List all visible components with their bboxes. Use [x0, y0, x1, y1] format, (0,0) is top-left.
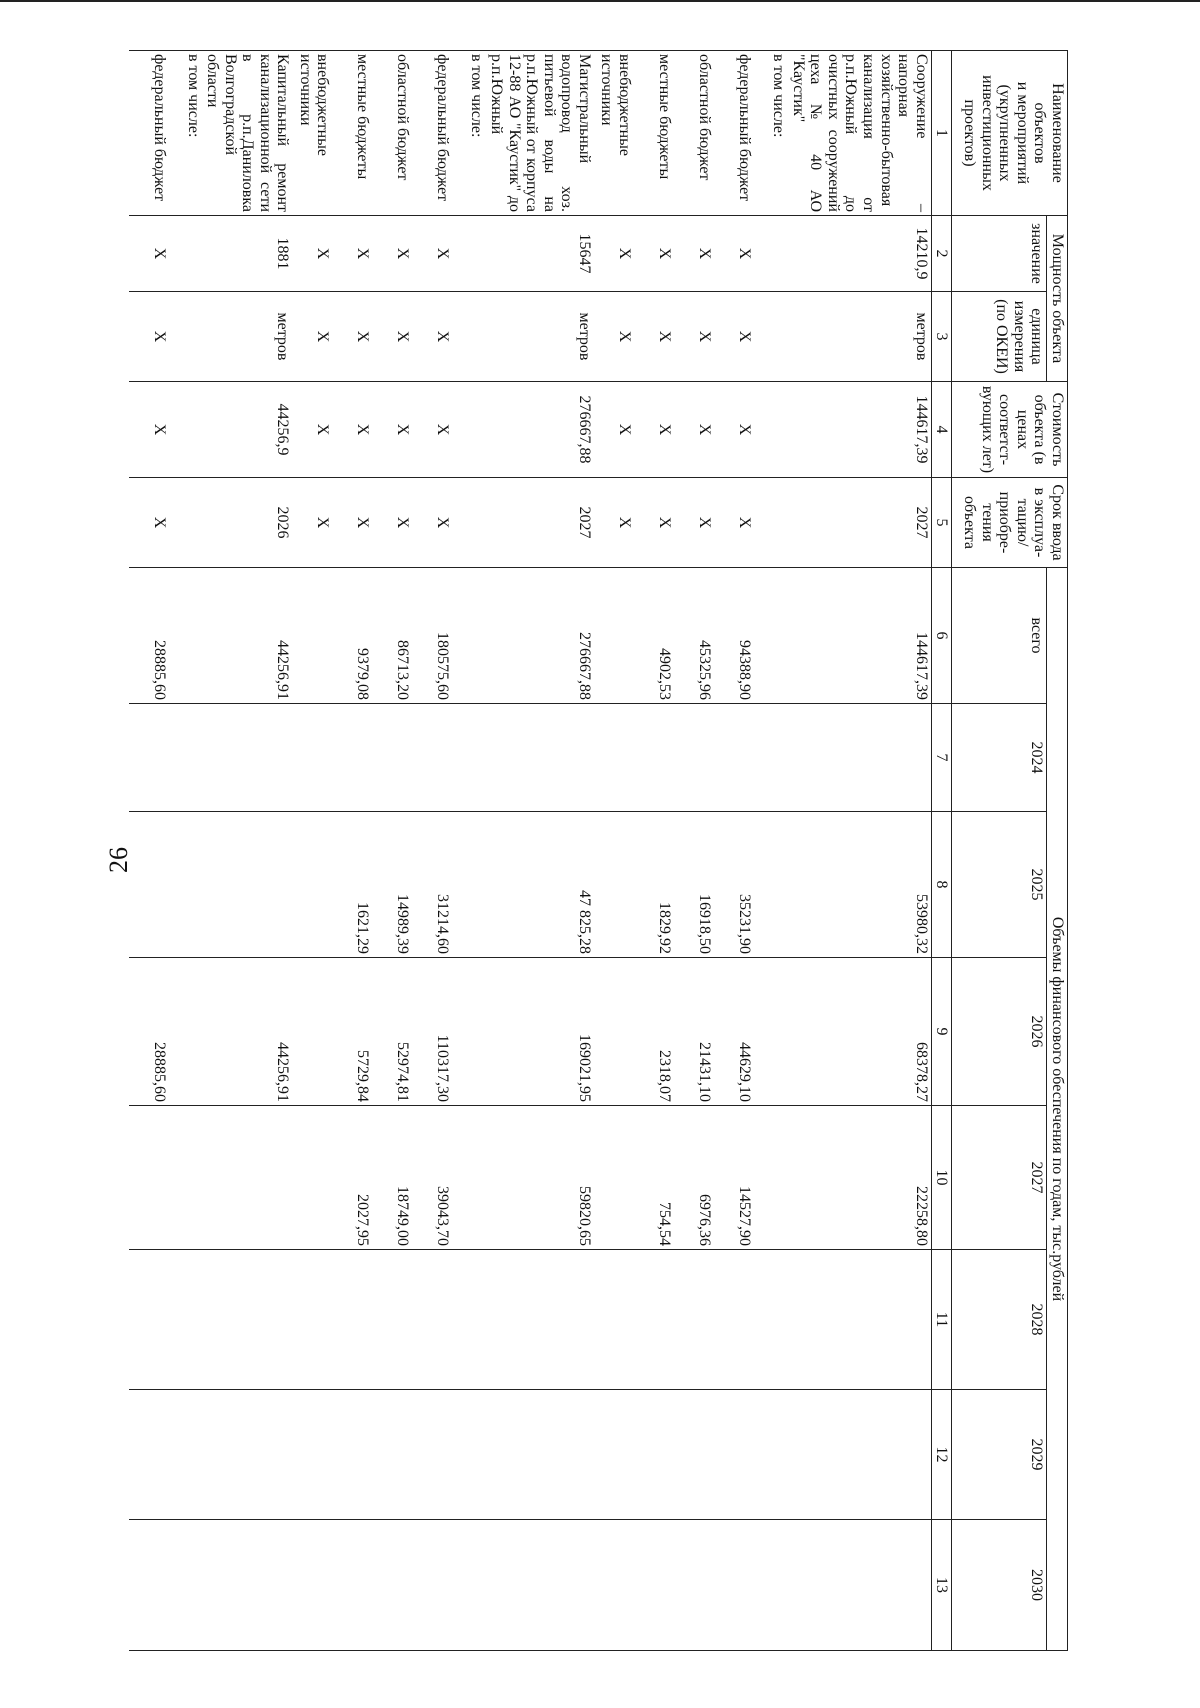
row-2028 [129, 1250, 169, 1390]
row-cost: Х [714, 382, 754, 478]
row-2027 [754, 1106, 788, 1250]
row-2029 [293, 1390, 333, 1520]
row-capacity-unit: Х [293, 292, 333, 382]
column-number-row [931, 51, 952, 1651]
row-capacity-value [453, 216, 487, 292]
row-2029 [634, 1390, 674, 1520]
row-name: Магистральный водопровод хоз. питьевой воды на р.п.Южный от корпуса 12-88 АО "Каустик" до р.п.Южный [487, 51, 595, 216]
row-commission-year: Х [413, 478, 453, 568]
row-capacity-value: Х [333, 216, 373, 292]
row-name: Сооружение – напорная хозяйственно-бытовая канализация от р.п.Южный до очистных сооружений цеха № 40 АО "Каустик" [788, 51, 931, 216]
row-2028 [203, 1250, 293, 1390]
row-capacity-value: 1881 [203, 216, 293, 292]
row-capacity-unit: метров [788, 292, 931, 382]
row-2029 [129, 1390, 169, 1520]
row-2024 [674, 704, 714, 812]
header-commission: Срок ввода в эксплуа-тацию/ приобре-тения объекта [952, 478, 1068, 568]
row-2028 [714, 1250, 754, 1390]
row-cost: Х [674, 382, 714, 478]
table-row [487, 51, 595, 1651]
row-2025 [594, 812, 634, 958]
row-capacity-value: Х [594, 216, 634, 292]
row-2025: 35231,90 [714, 812, 754, 958]
row-2028 [373, 1250, 413, 1390]
row-2029 [674, 1390, 714, 1520]
row-2025 [293, 812, 333, 958]
row-2025 [129, 812, 169, 958]
header-cost: Стоимость объекта (в ценах соответст-вующих лет) [952, 382, 1068, 478]
row-capacity-unit [754, 292, 788, 382]
row-total: 180575,60 [413, 568, 453, 704]
table-row [634, 51, 674, 1651]
header-name-line1: Наименование объектов [1031, 83, 1066, 183]
row-total [293, 568, 333, 704]
page-number: 26 [104, 847, 133, 873]
row-name: внебюджетные источники [293, 51, 333, 216]
row-capacity-value: Х [634, 216, 674, 292]
row-capacity-value: Х [129, 216, 169, 292]
row-2025 [203, 812, 293, 958]
row-2026 [169, 958, 203, 1106]
row-total: 276667,88 [487, 568, 595, 704]
row-name: местные бюджеты [634, 51, 674, 216]
row-capacity-unit: Х [674, 292, 714, 382]
row-2026: 44256,91 [203, 958, 293, 1106]
header-funding: Объемы финансового обеспечения по годам, тыс.рублей [1047, 568, 1068, 1651]
row-name: федеральный бюджет [413, 51, 453, 216]
col-number: 11 [931, 1250, 952, 1390]
row-commission-year [169, 478, 203, 568]
row-2024 [754, 704, 788, 812]
row-2029 [453, 1390, 487, 1520]
row-2024 [413, 704, 453, 812]
row-2028 [453, 1250, 487, 1390]
row-2026: 52974,81 [373, 958, 413, 1106]
row-2024 [169, 704, 203, 812]
row-2029 [373, 1390, 413, 1520]
header-year-2025: 2025 [952, 812, 1047, 958]
col-number: 4 [931, 382, 952, 478]
row-2029 [413, 1390, 453, 1520]
row-2025: 14989,39 [373, 812, 413, 958]
row-2030 [169, 1520, 203, 1651]
rotated-table-container [128, 50, 1068, 1650]
header-total: всего [952, 568, 1047, 704]
row-capacity-unit: Х [634, 292, 674, 382]
row-2027: 39043,70 [413, 1106, 453, 1250]
row-name: в том числе: [453, 51, 487, 216]
row-2028 [754, 1250, 788, 1390]
row-2027: 6976,36 [674, 1106, 714, 1250]
table-row [714, 51, 754, 1651]
row-commission-year: Х [129, 478, 169, 568]
row-2024 [293, 704, 333, 812]
header-capacity: Мощность объекта [1047, 216, 1068, 382]
row-total: 45325,96 [674, 568, 714, 704]
row-cost: Х [373, 382, 413, 478]
row-2026: 68378,27 [788, 958, 931, 1106]
row-2024 [453, 704, 487, 812]
col-number: 12 [931, 1390, 952, 1520]
row-capacity-value: Х [373, 216, 413, 292]
row-capacity-value [169, 216, 203, 292]
row-2028 [413, 1250, 453, 1390]
row-capacity-value: Х [293, 216, 333, 292]
row-2029 [203, 1390, 293, 1520]
table-body [129, 51, 932, 1651]
row-name: федеральный бюджет [129, 51, 169, 216]
row-capacity-unit: Х [129, 292, 169, 382]
row-2030 [674, 1520, 714, 1651]
row-2026 [594, 958, 634, 1106]
row-2028 [788, 1250, 931, 1390]
table-row [594, 51, 634, 1651]
row-cost: 44256,9 [203, 382, 293, 478]
row-2030 [788, 1520, 931, 1651]
header-year-2029: 2029 [952, 1390, 1047, 1520]
row-total: 9379,08 [333, 568, 373, 704]
row-cost: 144617,39 [788, 382, 931, 478]
row-commission-year [453, 478, 487, 568]
row-name: внебюджетные источники [594, 51, 634, 216]
row-total: 86713,20 [373, 568, 413, 704]
row-2025 [453, 812, 487, 958]
header-capacity-value: значение [952, 216, 1047, 292]
row-capacity-value: 15647 [487, 216, 595, 292]
row-2025: 1621,29 [333, 812, 373, 958]
row-2030 [373, 1520, 413, 1651]
row-2027: 2027,95 [333, 1106, 373, 1250]
row-2026: 169021,95 [487, 958, 595, 1106]
row-commission-year: 2027 [788, 478, 931, 568]
row-2030 [203, 1520, 293, 1651]
row-2029 [169, 1390, 203, 1520]
row-name: местные бюджеты [333, 51, 373, 216]
col-number: 10 [931, 1106, 952, 1250]
row-total: 4902,53 [634, 568, 674, 704]
col-number: 8 [931, 812, 952, 958]
row-2026: 21431,10 [674, 958, 714, 1106]
row-commission-year [754, 478, 788, 568]
row-2030 [634, 1520, 674, 1651]
row-capacity-value: 14210,9 [788, 216, 931, 292]
row-total [594, 568, 634, 704]
row-2029 [333, 1390, 373, 1520]
table-row [373, 51, 413, 1651]
table-row [333, 51, 373, 1651]
row-capacity-unit: метров [487, 292, 595, 382]
row-2030 [594, 1520, 634, 1651]
col-number: 9 [931, 958, 952, 1106]
row-commission-year: Х [333, 478, 373, 568]
header-name-line2: и мероприятий (укрупненных инвестиционных проектов) [961, 75, 1031, 191]
row-capacity-unit: Х [333, 292, 373, 382]
row-commission-year: Х [674, 478, 714, 568]
row-name: в том числе: [169, 51, 203, 216]
header-year-2024: 2024 [952, 704, 1047, 812]
row-2028 [487, 1250, 595, 1390]
row-commission-year: Х [714, 478, 754, 568]
row-2029 [714, 1390, 754, 1520]
row-capacity-value [754, 216, 788, 292]
header-year-2028: 2028 [952, 1250, 1047, 1390]
row-capacity-unit [169, 292, 203, 382]
row-cost [453, 382, 487, 478]
row-total: 44256,91 [203, 568, 293, 704]
row-cost: Х [413, 382, 453, 478]
table-row [129, 51, 169, 1651]
row-cost: 276667,88 [487, 382, 595, 478]
row-name: федеральный бюджет [714, 51, 754, 216]
row-2027 [203, 1106, 293, 1250]
row-commission-year: Х [594, 478, 634, 568]
row-cost [754, 382, 788, 478]
row-2030 [333, 1520, 373, 1651]
row-2024 [203, 704, 293, 812]
funding-table [129, 50, 1068, 1651]
col-number: 1 [931, 51, 952, 216]
row-2025: 1829,92 [634, 812, 674, 958]
row-2026 [293, 958, 333, 1106]
row-2028 [634, 1250, 674, 1390]
row-2030 [413, 1520, 453, 1651]
row-cost: Х [634, 382, 674, 478]
row-cost: Х [293, 382, 333, 478]
col-number: 6 [931, 568, 952, 704]
row-name: Капитальный ремонт канализационной сети в р.п.Даниловка Волгоградской области [203, 51, 293, 216]
header-year-2027: 2027 [952, 1106, 1047, 1250]
row-cost: Х [594, 382, 634, 478]
row-total: 144617,39 [788, 568, 931, 704]
row-2026: 5729,84 [333, 958, 373, 1106]
row-2024 [634, 704, 674, 812]
row-2030 [129, 1520, 169, 1651]
row-capacity-unit: Х [594, 292, 634, 382]
row-capacity-unit [453, 292, 487, 382]
row-capacity-value: Х [413, 216, 453, 292]
col-number: 7 [931, 704, 952, 812]
row-2028 [674, 1250, 714, 1390]
row-2024 [788, 704, 931, 812]
row-name: в том числе: [754, 51, 788, 216]
row-2027: 14527,90 [714, 1106, 754, 1250]
row-2027 [293, 1106, 333, 1250]
row-2026: 2318,07 [634, 958, 674, 1106]
row-2026: 44629,10 [714, 958, 754, 1106]
row-2025: 31214,60 [413, 812, 453, 958]
row-2029 [487, 1390, 595, 1520]
row-total [453, 568, 487, 704]
row-total [754, 568, 788, 704]
row-2026: 28885,60 [129, 958, 169, 1106]
row-2030 [487, 1520, 595, 1651]
table-row [453, 51, 487, 1651]
header-name [952, 51, 1068, 216]
row-capacity-unit: Х [373, 292, 413, 382]
row-2028 [333, 1250, 373, 1390]
row-2027: 754,54 [634, 1106, 674, 1250]
row-capacity-value: Х [714, 216, 754, 292]
header-capacity-unit: единица измерения (по ОКЕИ) [952, 292, 1047, 382]
row-2029 [594, 1390, 634, 1520]
table-row [788, 51, 931, 1651]
row-2027: 18749,00 [373, 1106, 413, 1250]
row-total: 28885,60 [129, 568, 169, 704]
col-number: 5 [931, 478, 952, 568]
row-2030 [754, 1520, 788, 1651]
row-2027 [129, 1106, 169, 1250]
row-2026 [453, 958, 487, 1106]
scan-edge-line [0, 0, 1200, 2]
table-row [169, 51, 203, 1651]
row-2027 [453, 1106, 487, 1250]
row-cost: Х [129, 382, 169, 478]
row-2030 [714, 1520, 754, 1651]
table-row [754, 51, 788, 1651]
row-2029 [788, 1390, 931, 1520]
col-number: 13 [931, 1520, 952, 1651]
row-name: областной бюджет [373, 51, 413, 216]
row-name: областной бюджет [674, 51, 714, 216]
row-2028 [293, 1250, 333, 1390]
row-2026 [754, 958, 788, 1106]
table-row [203, 51, 293, 1651]
row-capacity-unit: Х [714, 292, 754, 382]
row-2025 [169, 812, 203, 958]
row-2027 [594, 1106, 634, 1250]
row-2029 [754, 1390, 788, 1520]
row-2025: 47 825,28 [487, 812, 595, 958]
row-2024 [333, 704, 373, 812]
table-row [413, 51, 453, 1651]
row-2024 [714, 704, 754, 812]
row-2024 [487, 704, 595, 812]
row-2025 [754, 812, 788, 958]
row-capacity-unit: Х [413, 292, 453, 382]
table-row [674, 51, 714, 1651]
row-commission-year: Х [293, 478, 333, 568]
row-2024 [594, 704, 634, 812]
row-2027: 22258,80 [788, 1106, 931, 1250]
row-cost [169, 382, 203, 478]
row-commission-year: Х [373, 478, 413, 568]
row-2027: 59820,65 [487, 1106, 595, 1250]
col-number: 2 [931, 216, 952, 292]
row-2026: 110317,30 [413, 958, 453, 1106]
row-capacity-value: Х [674, 216, 714, 292]
row-2024 [373, 704, 413, 812]
header-year-2026: 2026 [952, 958, 1047, 1106]
row-capacity-unit: метров [203, 292, 293, 382]
row-2025: 16918,50 [674, 812, 714, 958]
row-2028 [169, 1250, 203, 1390]
row-commission-year: 2027 [487, 478, 595, 568]
row-total: 94388,90 [714, 568, 754, 704]
header-year-2030: 2030 [952, 1520, 1047, 1651]
row-2025: 53980,32 [788, 812, 931, 958]
row-2030 [453, 1520, 487, 1651]
table-row [293, 51, 333, 1651]
row-commission-year: Х [634, 478, 674, 568]
row-2024 [129, 704, 169, 812]
row-total [169, 568, 203, 704]
col-number: 3 [931, 292, 952, 382]
row-2030 [293, 1520, 333, 1651]
row-cost: Х [333, 382, 373, 478]
row-commission-year: 2026 [203, 478, 293, 568]
row-2027 [169, 1106, 203, 1250]
row-2028 [594, 1250, 634, 1390]
